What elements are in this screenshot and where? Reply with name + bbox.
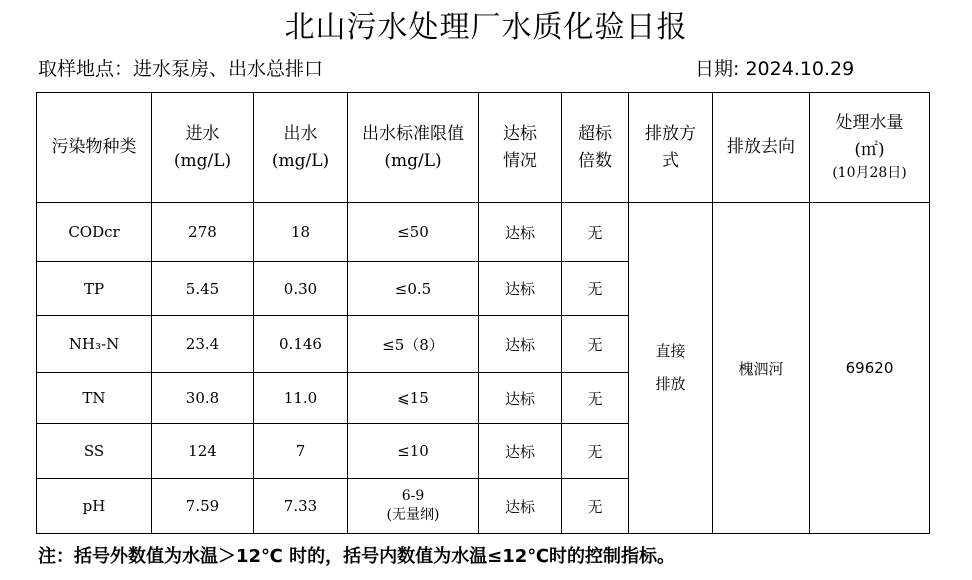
- discharge-method-line1: 直接: [655, 342, 686, 360]
- header-method-line2: 式: [662, 150, 679, 171]
- header-method: [629, 93, 713, 203]
- header-inlet-label: 进水: [185, 124, 220, 145]
- inlet-cell: 278: [152, 203, 254, 262]
- status-cell: 达标: [479, 479, 562, 534]
- outlet-cell: 11.0: [254, 373, 348, 424]
- table-row: [37, 203, 930, 262]
- discharge-method-line2: 排放: [655, 375, 686, 393]
- inlet-cell: 124: [152, 424, 254, 479]
- exceed-cell: 无: [562, 262, 629, 316]
- pollutant-cell: NH₃-N: [37, 316, 152, 373]
- header-limit-unit: (mg/L): [384, 150, 442, 171]
- header-limit-label: 出水标准限值: [362, 124, 464, 145]
- limit-cell: ≤5（8）: [348, 316, 479, 373]
- report-date: 日期: 2024.10.29: [695, 58, 855, 80]
- header-compliance: [479, 93, 562, 203]
- outlet-cell: 0.30: [254, 262, 348, 316]
- limit-cell: ≤0.5: [348, 262, 479, 316]
- inlet-cell: 23.4: [152, 316, 254, 373]
- exceed-cell: 无: [562, 479, 629, 534]
- outlet-cell: 7: [254, 424, 348, 479]
- header-outlet: [254, 93, 348, 203]
- inlet-cell: 7.59: [152, 479, 254, 534]
- header-volume-date: (10月28日): [832, 165, 907, 181]
- inlet-cell: 30.8: [152, 373, 254, 424]
- header-volume-unit: (㎡): [854, 139, 885, 160]
- pollutant-cell: TN: [37, 373, 152, 424]
- header-inlet-unit: (mg/L): [173, 150, 232, 171]
- discharge-method-cell: [629, 203, 713, 534]
- status-cell: 达标: [479, 203, 562, 262]
- treated-volume-cell: 69620: [810, 203, 930, 534]
- header-exceed-line1: 超标: [578, 124, 612, 145]
- limit-range: 6-9: [401, 488, 425, 504]
- exceed-cell: 无: [562, 316, 629, 373]
- header-outlet-label: 出水: [283, 124, 318, 145]
- header-row: [37, 93, 930, 203]
- limit-cell: ≤10: [348, 424, 479, 479]
- header-limit: [348, 93, 479, 203]
- exceed-cell: 无: [562, 203, 629, 262]
- inlet-cell: 5.45: [152, 262, 254, 316]
- exceed-cell: 无: [562, 424, 629, 479]
- limit-cell: ⩽15: [348, 373, 479, 424]
- header-compliance-line1: 达标: [503, 124, 537, 145]
- header-method-line1: 排放方: [645, 124, 696, 145]
- discharge-direction-cell: 槐泗河: [713, 203, 810, 534]
- pollutant-cell: pH: [37, 479, 152, 534]
- pollutant-cell: SS: [37, 424, 152, 479]
- outlet-cell: 18: [254, 203, 348, 262]
- limit-cell: [348, 479, 479, 534]
- header-exceed: [562, 93, 629, 203]
- limit-cell: ≤50: [348, 203, 479, 262]
- pollutant-cell: CODcr: [37, 203, 152, 262]
- sampling-location: 取样地点：进水泵房、出水总排口: [38, 58, 324, 80]
- status-cell: 达标: [479, 424, 562, 479]
- header-exceed-line2: 倍数: [578, 150, 612, 171]
- header-outlet-unit: (mg/L): [271, 150, 330, 171]
- outlet-cell: 7.33: [254, 479, 348, 534]
- header-direction: 排放去向: [713, 93, 810, 203]
- header-volume: [810, 93, 930, 203]
- exceed-cell: 无: [562, 373, 629, 424]
- status-cell: 达标: [479, 373, 562, 424]
- footnote: 注：括号外数值为水温＞12℃ 时的，括号内数值为水温≤12℃时的控制指标。: [38, 546, 676, 567]
- header-volume-label: 处理水量: [835, 113, 904, 134]
- status-cell: 达标: [479, 262, 562, 316]
- status-cell: 达标: [479, 316, 562, 373]
- header-pollutant: 污染物种类: [37, 93, 152, 203]
- limit-unit-note: (无量纲): [386, 507, 440, 523]
- header-inlet: [152, 93, 254, 203]
- pollutant-cell: TP: [37, 262, 152, 316]
- report-title: 北山污水处理厂水质化验日报: [284, 10, 688, 45]
- outlet-cell: 0.146: [254, 316, 348, 373]
- water-quality-table: [36, 92, 930, 534]
- header-compliance-line2: 情况: [503, 150, 537, 171]
